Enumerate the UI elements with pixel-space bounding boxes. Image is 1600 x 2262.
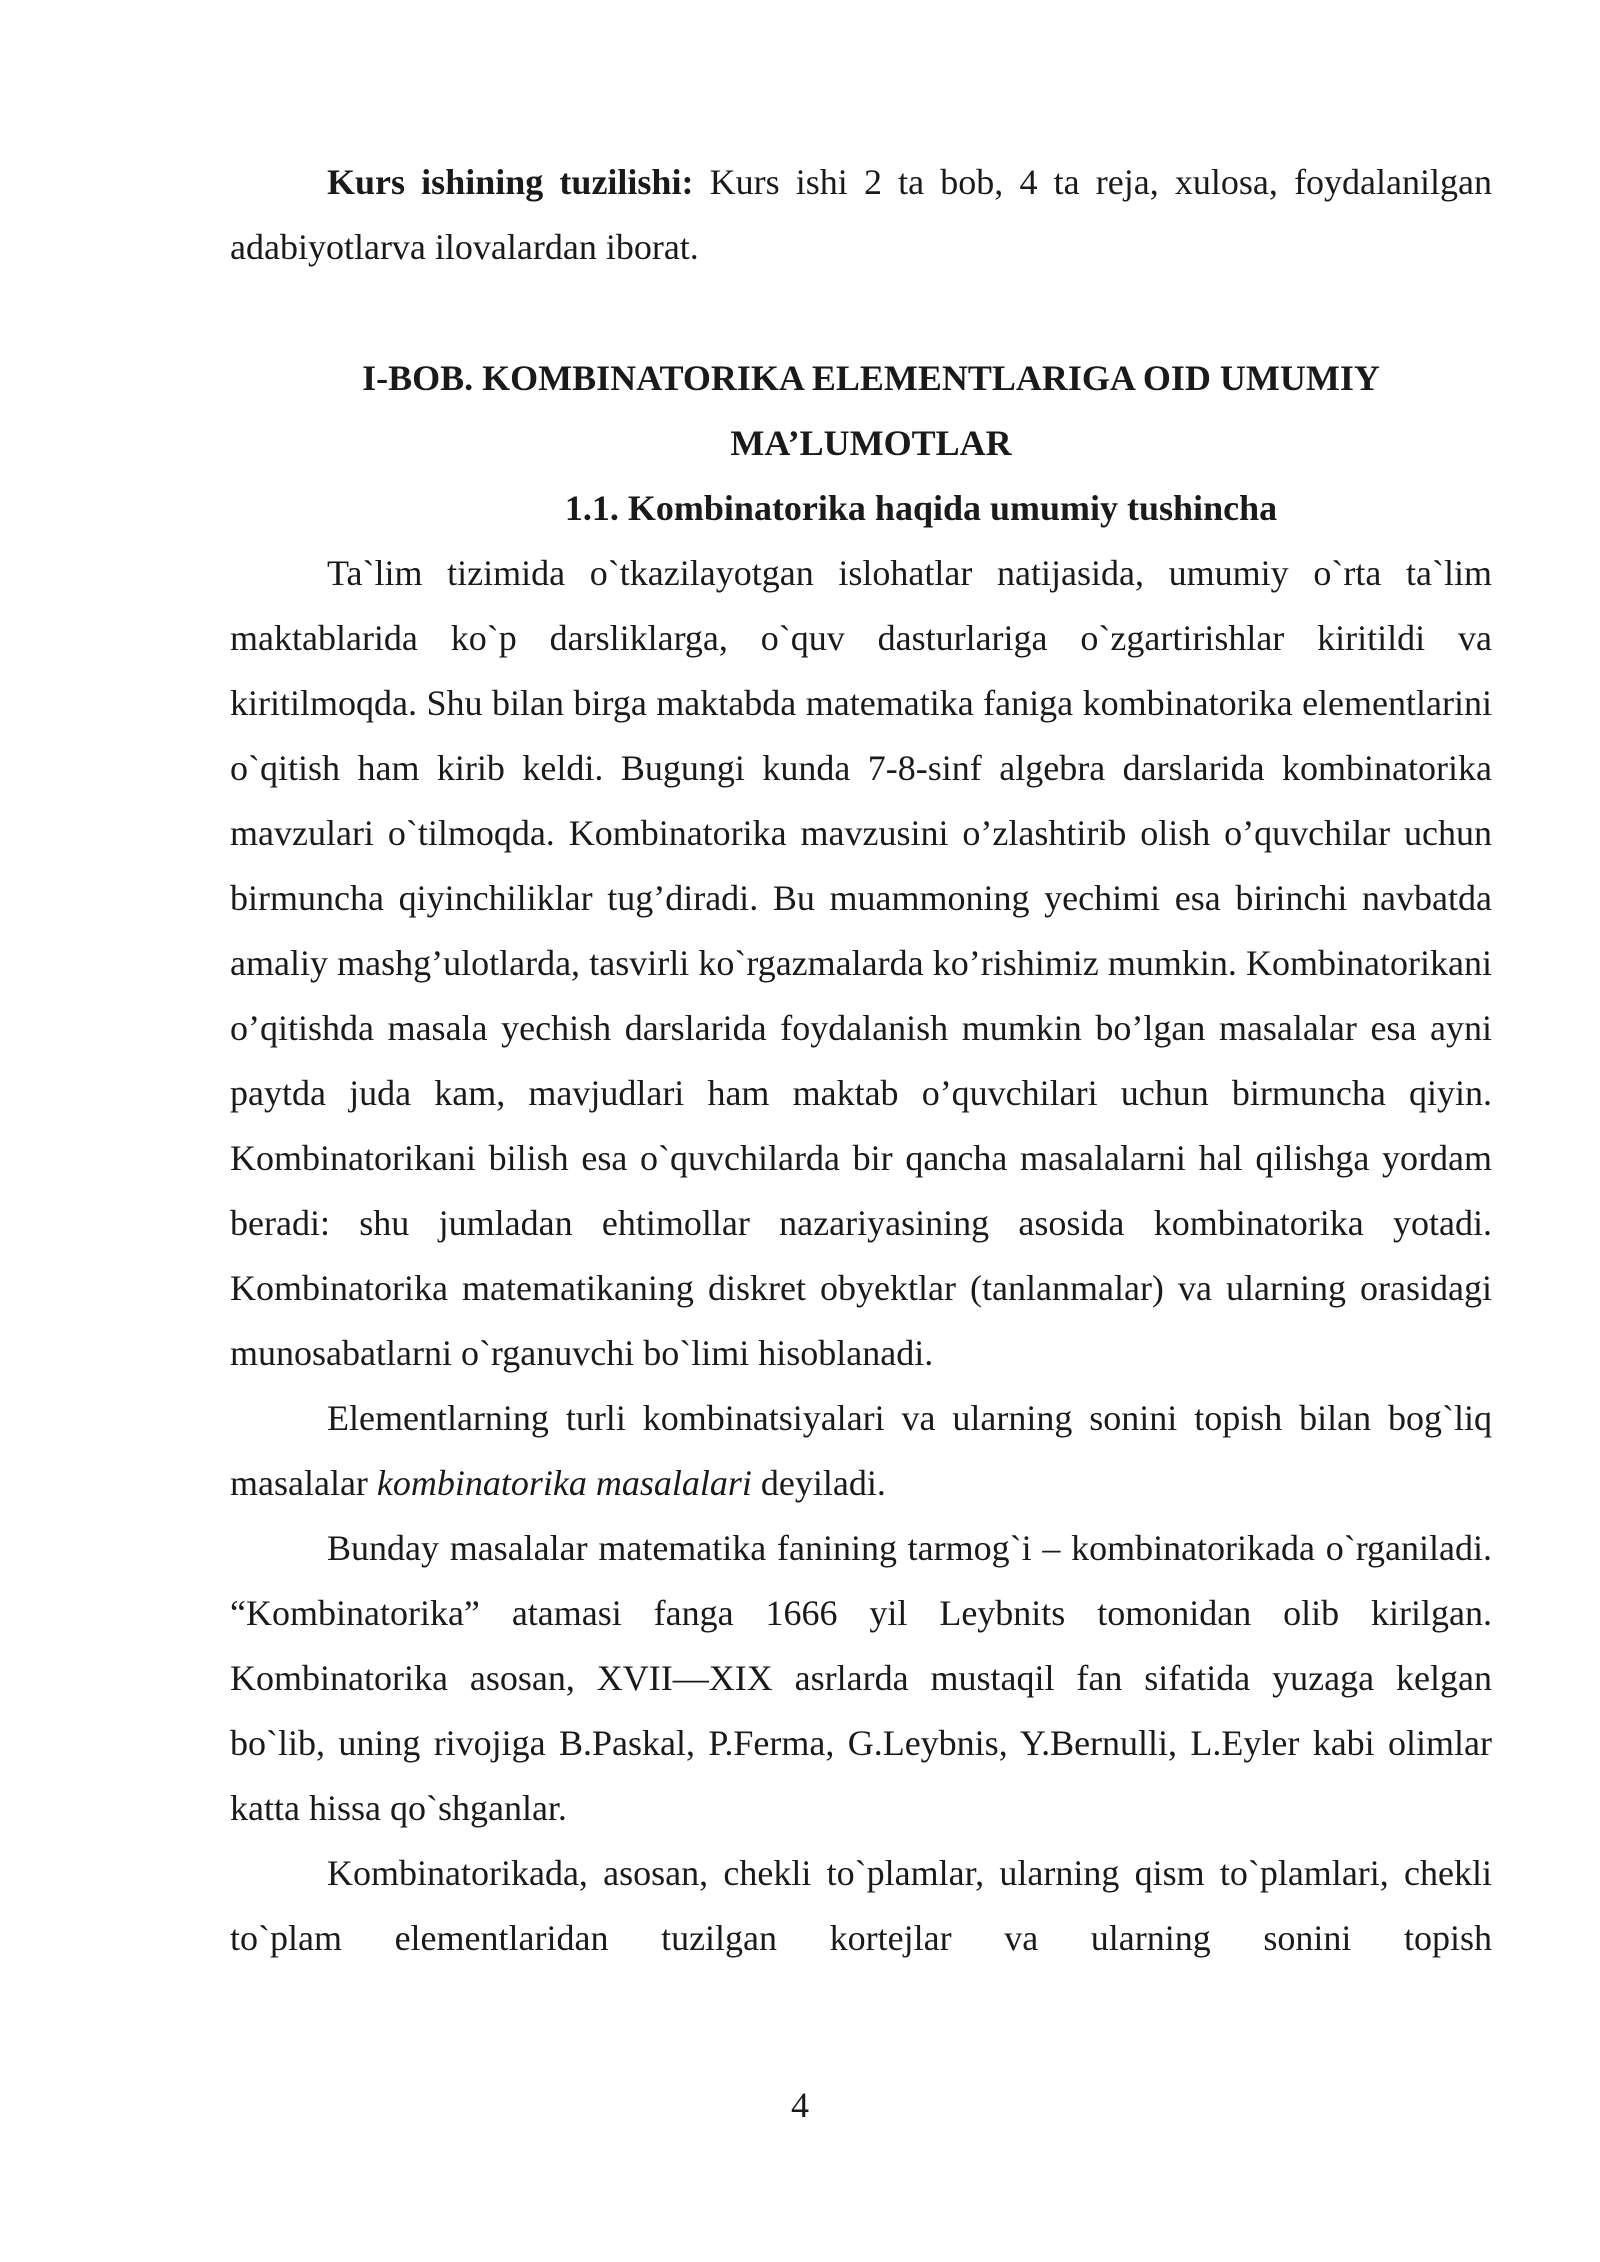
section-title: 1.1. Kombinatorika haqida umumiy tushincha xyxy=(564,488,1278,528)
para2-italic-term: kombinatorika masalalari xyxy=(376,1463,752,1503)
body-paragraph-1: Ta`lim tizimida o`tkazilayotgan islohatlar natijasida, umumiy o`rta ta`lim maktablarida ko`p darsliklarga, o`quv dasturlariga o`zgartirishlar kiritildi va kiritilmoqda. Shu bilan birga maktabda matematika faniga kombinatorika elementlarini o`qitish ham kirib keldi. Bugungi kunda 7-8-sinf algebra darslarida kombinatorika mavzulari o`tilmoqda. Kombinatorika mavzusini o’zlashtirib olish o’quvchilar uchun birmuncha qiyinchiliklar tug’diradi. Bu muammoning yechimi esa birinchi navbatda amaliy mashg’ulotlarda, tasvirli ko`rgazmalarda ko’rishimiz mumkin. Kombinatorikani o’qitishda masala yechish darslarida foydalanish mumkin bo’lgan masalalar esa ayni paytda juda kam, mavjudlari ham maktab o’quvchilari uchun birmuncha qiyin. Kombinatorikani bilish esa o`quvchilarda bir qancha masalalarni hal qilishga yordam beradi: shu jumladan ehtimollar nazariyasining asosida kombinatorika yotadi. Kombinatorika matematikaning diskret obyektlar (tanlanmalar) va ularning orasidagi munosabatlarni o`rganuvchi bo`limi hisoblanadi. xyxy=(230,553,1492,1373)
intro-label: Kurs ishining tuzilishi: xyxy=(327,162,694,202)
body-paragraph-3: Bunday masalalar matematika fanining tarmog`i – kombinatorikada o`rganiladi. “Kombinatorika” atamasi fanga 1666 yil Leybnits tomonidan olib kirilgan. Kombinatorika asosan, XVII—XIX asrlarda mustaqil fan sifatida yuzaga kelgan bo`lib, uning rivojiga B.Paskal, P.Ferma, G.Leybnis, Y.Bernulli, L.Eyler kabi olimlar katta hissa qo`shganlar. xyxy=(230,1528,1492,1828)
intro-text: Kurs ishi 2 ta bob, 4 ta reja, xulosa, foydalanilgan adabiyotlarva ilovalardan iborat. xyxy=(230,162,1492,267)
para2-text-before: Elementlarning turli kombinatsiyalari va ularning sonini topish bilan bog`liq masalalar xyxy=(230,1398,1492,1503)
chapter-title-line-2: MA’LUMOTLAR xyxy=(730,423,1012,463)
body-paragraph-2 xyxy=(230,1386,1492,1516)
page-number: 4 xyxy=(791,2085,809,2125)
para2-text-after: deyiladi. xyxy=(751,1463,886,1503)
chapter-title-line-1: I-BOB. KOMBINATORIKA ELEMENTLARIGA OID UMUMIY xyxy=(362,358,1380,398)
body-paragraph-4: Kombinatorikada, asosan, chekli to`plamlar, ularning qism to`plamlari, chekli to`plam elementlaridan tuzilgan kortejlar va ularning sonini topish xyxy=(230,1853,1492,1958)
intro-paragraph xyxy=(230,150,1492,280)
document-page xyxy=(230,150,1492,1971)
